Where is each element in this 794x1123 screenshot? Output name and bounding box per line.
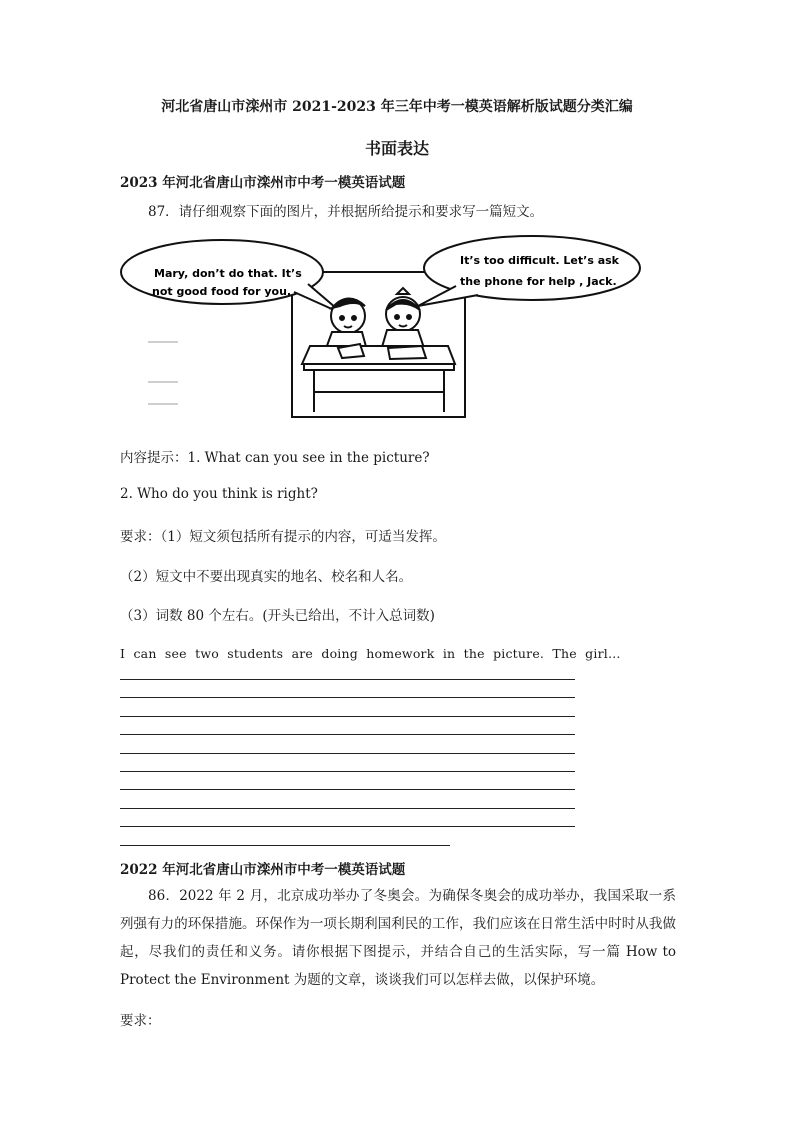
requirement-label-2022: 要求： xyxy=(120,1013,161,1029)
faint-marks xyxy=(148,342,178,404)
writing-line xyxy=(120,771,575,772)
cartoon-illustration xyxy=(118,232,643,422)
writing-line xyxy=(120,789,575,790)
writing-line xyxy=(120,753,575,754)
heading-2022: 2022 年河北省唐山市滦州市中考一模英语试题 xyxy=(120,862,406,878)
writing-line xyxy=(120,679,575,680)
bubble-left-line2: not good food for you. xyxy=(152,285,292,298)
requirement-2: （2）短文中不要出现真实的地名、校名和人名。 xyxy=(120,569,413,585)
essay-opening: I can see two students are doing homework in the picture. The girl… xyxy=(120,646,621,661)
writing-line xyxy=(120,808,575,809)
writing-line xyxy=(120,734,575,735)
document-title: 河北省唐山市滦州市 2021-2023 年三年中考一模英语解析版试题分类汇编 xyxy=(161,99,633,115)
bubble-right-line1: It’s too difficult. Let’s ask xyxy=(460,254,619,267)
content-hint-2: 2. Who do you think is right? xyxy=(120,486,318,502)
section-subtitle: 书面表达 xyxy=(364,139,429,158)
question-86-paragraph: 86．2022 年 2 月，北京成功举办了冬奥会。为确保冬奥会的成功举办，我国采取一系列强有力的环保措施。环保作为一项长期利国利民的工作，我们应该在日常生活中时时从我做起，尽我们的责任和义务。请你根据下图提示，并结合自己的生活实际，写一篇 How to Protect the Environment 为题的文章，谈谈我们可以怎样去做，以保护环境。 xyxy=(120,888,676,988)
writing-line xyxy=(120,697,575,698)
writing-line xyxy=(120,826,575,827)
requirement-3: （3）词数 80 个左右。(开头已给出，不计入总词数) xyxy=(120,608,435,624)
question-87: 87．请仔细观察下面的图片，并根据所给提示和要求写一篇短文。 xyxy=(148,204,544,220)
writing-line-last xyxy=(120,845,450,846)
bubble-left-line1: Mary, don’t do that. It’s xyxy=(154,267,302,280)
heading-2023: 2023 年河北省唐山市滦州市中考一模英语试题 xyxy=(120,175,406,191)
writing-line xyxy=(120,716,575,717)
content-hint-1: 内容提示：1. What can you see in the picture? xyxy=(120,450,430,466)
requirement-1: 要求：（1）短文须包括所有提示的内容，可适当发挥。 xyxy=(120,529,446,545)
bubble-right-line2: the phone for help , Jack. xyxy=(460,275,617,288)
speech-bubble-right xyxy=(418,236,640,306)
